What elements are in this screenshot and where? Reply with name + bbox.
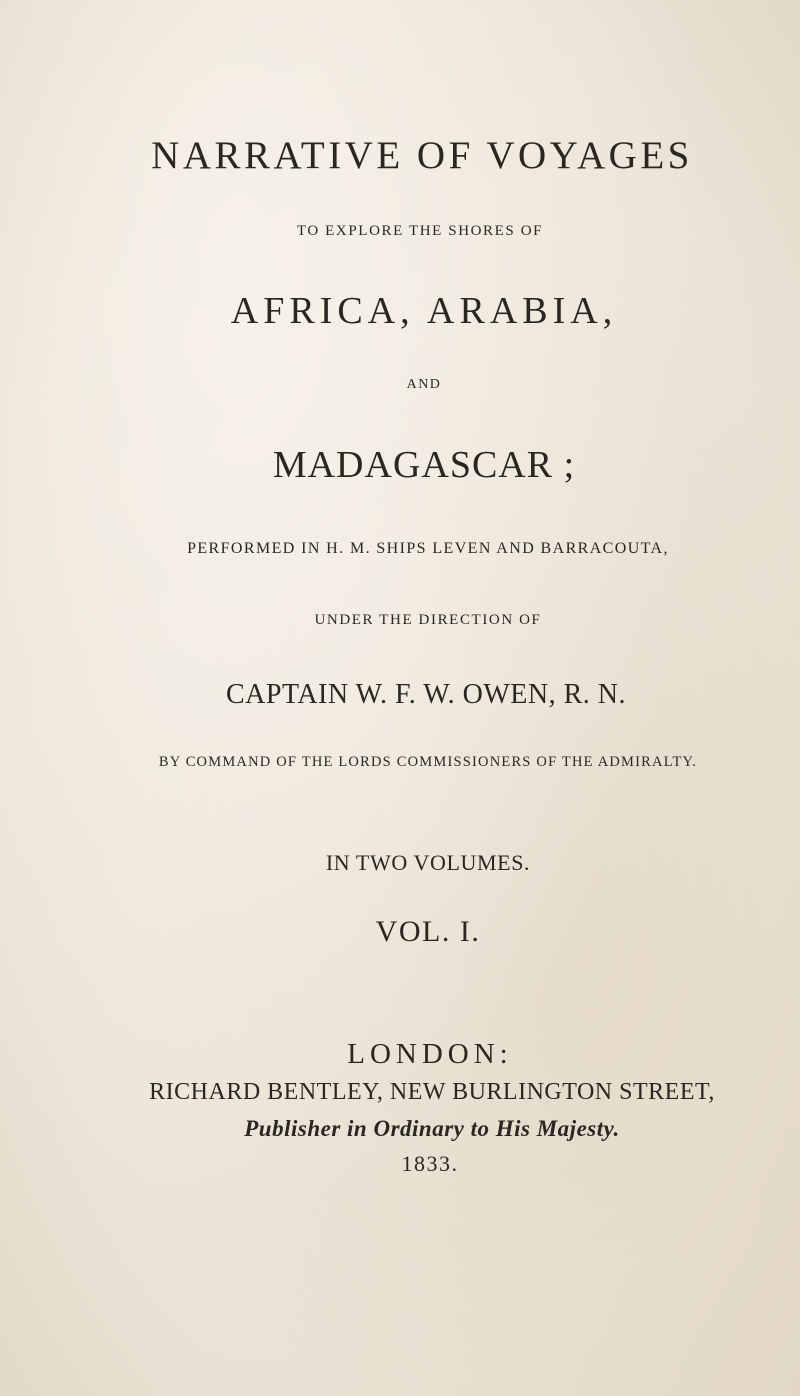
direction-line: UNDER THE DIRECTION OF [314,612,542,628]
imprint-city: LONDON: [347,1038,513,1070]
volume-number: VOL. I. [375,915,481,948]
captain-line: CAPTAIN W. F. W. OWEN, R. N. [226,679,626,710]
book-title: NARRATIVE OF VOYAGES [151,134,693,177]
command-line: BY COMMAND OF THE LORDS COMMISSIONERS OF THE ADMIRALTY. [158,754,698,770]
imprint-publisher: RICHARD BENTLEY, NEW BURLINGTON STREET, [149,1079,715,1105]
volumes-line: IN TWO VOLUMES. [325,850,531,875]
subtitle-line: TO EXPLORE THE SHORES OF [296,223,544,239]
madagascar-line: MADAGASCAR ; [272,444,576,486]
performed-line: PERFORMED IN H. M. SHIPS LEVEN AND BARRACOUTA, [187,540,669,557]
conjunction: AND [406,377,442,392]
imprint-publisher-title: Publisher in Ordinary to His Majesty. [244,1116,620,1141]
places-line: AFRICA, ARABIA, [230,290,618,332]
imprint-year: 1833. [401,1151,459,1176]
